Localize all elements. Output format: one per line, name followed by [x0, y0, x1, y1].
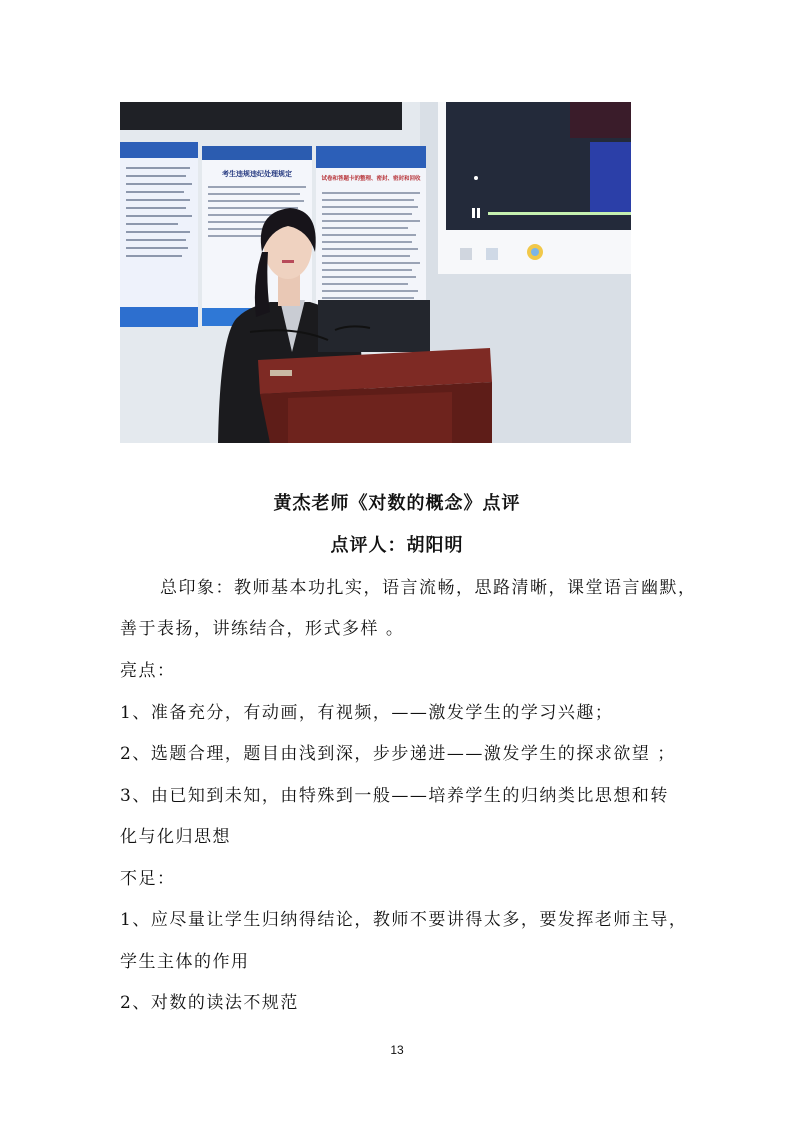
laptop — [318, 300, 430, 352]
shortcoming-item-1-line-1: 1、应尽量让学生归纳得结论，教师不要讲得太多，要发挥老师主导， — [120, 910, 688, 930]
review-heading: 黄杰老师《对数的概念》点评 — [273, 493, 521, 514]
projection-screen — [438, 102, 631, 274]
highlight-item-2: 2、选题合理，题目由浅到深，步步递进——激发学生的探求欲望 ； — [120, 744, 676, 764]
lecture-photo — [120, 102, 631, 443]
highlight-item-3-line-2: 化与化归思想 — [120, 827, 231, 847]
summary-line-2: 善于表扬，讲练结合，形式多样 。 — [120, 619, 405, 639]
poster-center-title: 考生违规违纪处理规定 — [222, 170, 292, 178]
page-number: 13 — [390, 1043, 404, 1057]
reviewer-line: 点评人：胡阳明 — [330, 535, 464, 556]
shortcoming-item-2: 2、对数的读法不规范 — [120, 993, 299, 1013]
highlight-item-3-line-1: 3、由已知到未知，由特殊到一般——培养学生的归纳类比思想和转 — [120, 786, 669, 806]
summary-line-1: 总印象：教师基本功扎实，语言流畅，思路清晰，课堂语言幽默， — [160, 578, 697, 598]
wall-poster-left — [120, 142, 198, 327]
highlight-item-1: 1、准备充分，有动画，有视频，——激发学生的学习兴趣； — [120, 703, 614, 723]
shortcoming-item-1-line-2: 学生主体的作用 — [120, 952, 250, 972]
poster-right-title: 试卷和答题卡的整理、密封、密封和回收 — [321, 176, 421, 182]
highlights-label: 亮点： — [120, 661, 176, 681]
podium — [258, 348, 492, 443]
shortcomings-label: 不足： — [120, 869, 176, 889]
